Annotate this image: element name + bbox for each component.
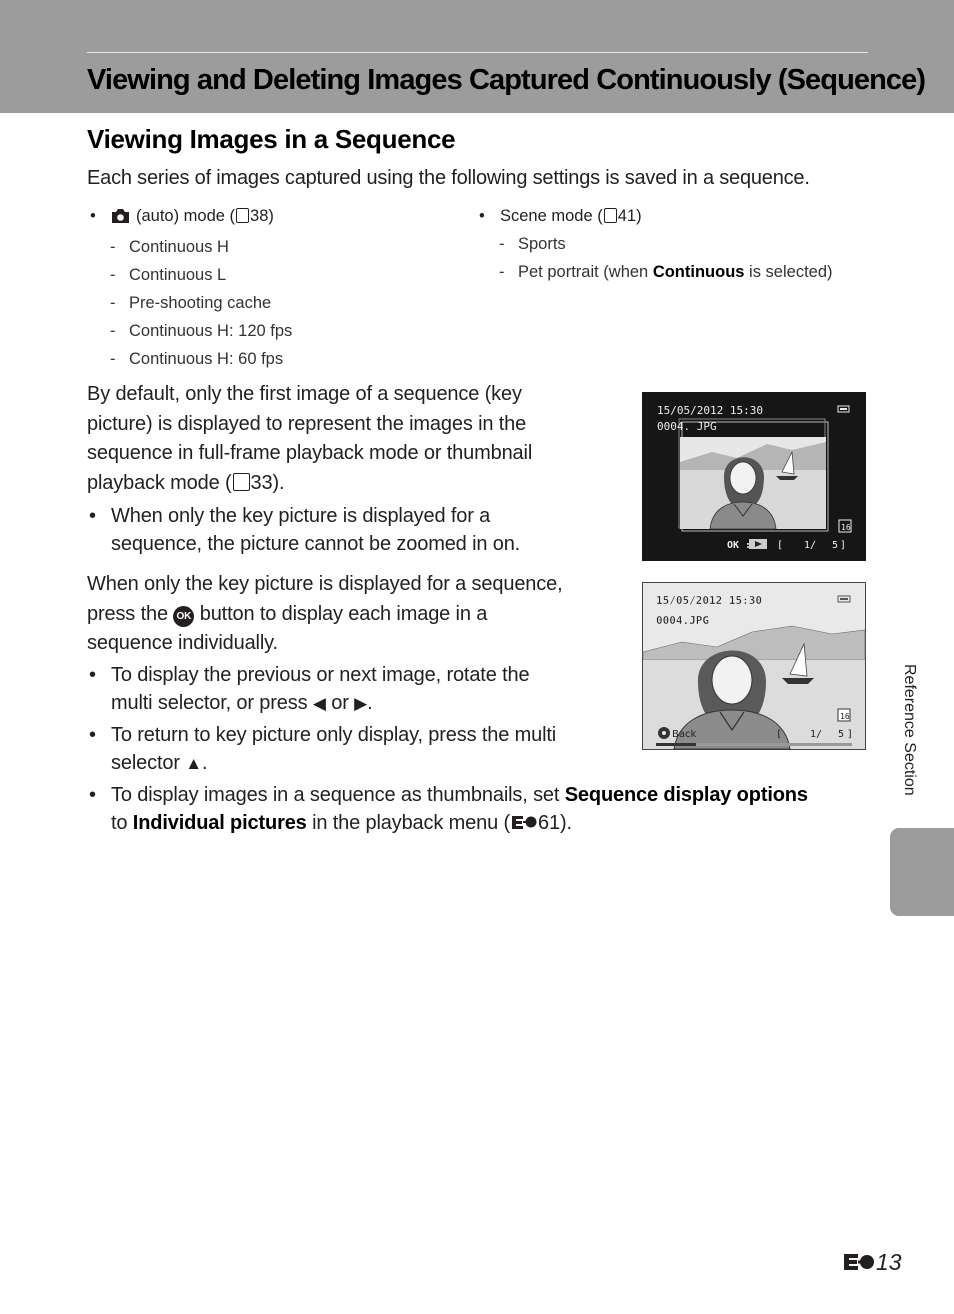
text-line: selector xyxy=(111,752,186,774)
chapter-title: Viewing and Deleting Images Captured Continuously (Sequence) xyxy=(87,64,926,96)
right-arrow-icon: ▶ xyxy=(354,694,368,713)
screen1-datetime: 15/05/2012 15:30 xyxy=(657,404,763,417)
book-icon xyxy=(604,208,617,223)
text-line: playback mode ( xyxy=(87,471,232,494)
text-period: . xyxy=(367,692,373,714)
text-line: picture) is displayed to represent the images in the xyxy=(87,412,527,435)
scene-mode-label-end: ) xyxy=(636,207,642,225)
text-line: By default, only the first image of a sequence (key xyxy=(87,383,522,405)
key-picture-paragraph xyxy=(87,380,532,498)
reference-e-icon xyxy=(842,1249,876,1275)
list-item: - Continuous H xyxy=(87,233,292,261)
screen2-counter-total: 5 xyxy=(838,729,845,740)
screen2-datetime: 15/05/2012 15:30 xyxy=(656,594,762,607)
auto-mode-item xyxy=(87,202,292,233)
page-number-value: 13 xyxy=(876,1249,902,1275)
svg-text:]: ] xyxy=(847,729,854,740)
page-number xyxy=(842,1249,902,1276)
book-icon xyxy=(233,473,250,491)
svg-text:16: 16 xyxy=(841,523,851,532)
pet-portrait-text-end: is selected) xyxy=(744,263,833,281)
text-or: or xyxy=(325,692,355,714)
zoom-note-list xyxy=(87,502,520,561)
screen1-counter-total: 5 xyxy=(832,540,839,551)
page-ref: 33 xyxy=(250,471,273,494)
text-line: When only the key picture is displayed for a sequence, xyxy=(87,573,563,595)
scene-mode-label: Scene mode ( xyxy=(500,207,603,225)
section-title: Viewing Images in a Sequence xyxy=(87,124,456,154)
book-icon xyxy=(236,208,249,223)
page-ref: 61 xyxy=(537,812,560,834)
individual-pictures-term: Individual pictures xyxy=(132,812,307,834)
reference-section-label: Reference Section xyxy=(901,664,918,796)
text-line: sequence individually. xyxy=(87,632,278,654)
list-item: - Continuous H: 60 fps xyxy=(87,345,292,373)
text-line: To return to key picture only display, press the multi xyxy=(111,724,557,746)
svg-text:]: ] xyxy=(840,540,847,551)
text-line: button to display each image in a xyxy=(194,602,488,625)
scene-mode-item xyxy=(476,202,833,230)
list-item xyxy=(87,502,520,558)
individual-display-paragraph xyxy=(87,570,563,659)
list-item: - Sports xyxy=(476,230,833,258)
text-line: press the xyxy=(87,602,174,625)
screen1-ok-label: OK : xyxy=(727,540,752,551)
text-line: When only the key picture is displayed for a xyxy=(111,505,491,527)
section-tab xyxy=(890,828,954,916)
screen2-back-label: Back xyxy=(672,729,697,740)
intro-text: Each series of images captured using the following settings is saved in a sequence. xyxy=(87,167,810,189)
up-arrow-icon: ▲ xyxy=(185,754,202,773)
text-line: multi selector, or press xyxy=(111,692,313,714)
screen1-filename: 0004. JPG xyxy=(657,420,717,433)
screen1-counter: 1/ xyxy=(804,540,817,551)
list-item xyxy=(87,781,808,837)
list-item xyxy=(476,258,833,286)
screen2-filename: 0004.JPG xyxy=(656,614,709,627)
auto-mode-list xyxy=(87,202,292,373)
reference-e-icon xyxy=(510,812,538,834)
key-picture-screen xyxy=(642,392,866,561)
text-line: to xyxy=(111,812,133,834)
svg-text:16: 16 xyxy=(840,712,850,721)
text-line-end: ). xyxy=(272,471,285,494)
left-arrow-icon: ◀ xyxy=(312,694,326,713)
individual-image-screen xyxy=(642,582,866,750)
ok-button-icon: OK xyxy=(173,606,194,627)
text-period: . xyxy=(201,752,208,774)
sequence-display-options-term: Sequence display options xyxy=(564,784,808,806)
list-item: - Pre-shooting cache xyxy=(87,289,292,317)
text-line: To display images in a sequence as thumbnails, set xyxy=(111,784,565,806)
auto-mode-page-ref: 38 xyxy=(250,207,269,225)
text-line-end: ). xyxy=(559,812,572,834)
screen2-counter: 1/ xyxy=(810,729,823,740)
individual-image-illustration xyxy=(642,582,866,750)
camera-icon xyxy=(111,205,130,233)
header-rule xyxy=(87,52,868,53)
pet-portrait-text: Pet portrait (when xyxy=(518,263,653,281)
auto-mode-label-end: ) xyxy=(268,207,274,225)
text-line: in the playback menu ( xyxy=(306,812,510,834)
svg-text:[: [ xyxy=(776,729,783,740)
text-line: To display the previous or next image, rotate the xyxy=(111,664,530,686)
text-line: sequence, the picture cannot be zoomed in on. xyxy=(111,533,521,555)
text-line: sequence in full-frame playback mode or thumbnail xyxy=(87,442,533,464)
svg-text:[: [ xyxy=(777,540,784,551)
key-picture-illustration xyxy=(642,392,866,561)
scene-mode-list xyxy=(476,202,833,286)
list-item: - Continuous L xyxy=(87,261,292,289)
scene-mode-page-ref: 41 xyxy=(617,207,637,225)
list-item: - Continuous H: 120 fps xyxy=(87,317,292,345)
continuous-term: Continuous xyxy=(652,263,745,281)
auto-mode-label: (auto) mode ( xyxy=(136,207,236,225)
